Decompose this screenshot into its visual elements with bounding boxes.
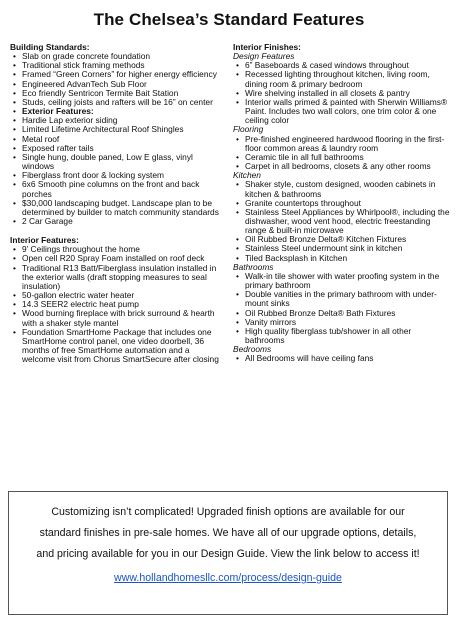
list-item: • Walk-in tile shower with water proofing system in the primary bathroom: [233, 272, 451, 290]
exterior-features-heading: • Exterior Features:: [22, 106, 94, 117]
callout-line: standard finishes in pre-sale homes. We have all of our upgrade options, details,: [39, 527, 417, 539]
list-item: • 9’ Ceilings throughout the home: [10, 245, 220, 254]
callout-line: and pricing available for you in our Design Guide. View the link below to access it!: [36, 548, 420, 560]
list-item: • Exposed rafter tails: [10, 144, 220, 153]
design-features-subheading: Design Features: [233, 51, 295, 62]
list-item: • Double vanities in the primary bathroom with under-mount sinks: [233, 290, 451, 308]
list-item: • 6” Baseboards & cased windows throughout: [233, 61, 451, 70]
exterior-features-list: [10, 107, 220, 226]
list-item: • Metal roof: [10, 135, 220, 144]
design-guide-link[interactable]: www.hollandhomesllc.com/process/design-guide: [114, 572, 342, 584]
list-item: • $30,000 landscaping budget. Landscape plan to be determined by builder to match community standards: [10, 199, 220, 217]
bedrooms-subheading: Bedrooms: [233, 344, 272, 355]
right-column: [233, 43, 451, 363]
kitchen-list: [233, 180, 451, 262]
list-item: • Recessed lighting throughout kitchen, living room, dining room & primary bedroom: [233, 70, 451, 88]
list-item: • Wood burning fireplace with brick surround & hearth with a shaker style mantel: [10, 309, 220, 327]
list-item: • Pre-finished engineered hardwood flooring in the first-floor common areas & laundry room: [233, 135, 451, 153]
list-item: • Engineered AdvanTech Sub Floor: [10, 80, 220, 89]
left-column: [10, 43, 220, 364]
list-item: • Open cell R20 Spray Foam installed on roof deck: [10, 254, 220, 263]
building-standards-list: [10, 52, 220, 107]
interior-finishes-heading: Interior Finishes:: [233, 42, 301, 52]
list-item: • Studs, ceiling joists and rafters will be 16” on center: [10, 98, 220, 107]
list-item: • Fiberglass front door & locking system: [10, 171, 220, 180]
list-item: • Framed “Green Corners” for higher energy efficiency: [10, 70, 220, 79]
list-item: • 2 Car Garage: [10, 217, 220, 226]
list-item: • Eco friendly Sentricon Termite Bait Station: [10, 89, 220, 98]
page-title: The Chelsea’s Standard Features: [93, 10, 365, 29]
list-item: • Tiled Backsplash in Kitchen: [233, 254, 451, 263]
list-item: • High quality fiberglass tub/shower in all other bathrooms: [233, 327, 451, 345]
list-item: • Shaker style, custom designed, wooden cabinets in kitchen & bathrooms: [233, 180, 451, 198]
list-item: • Traditional stick framing methods: [10, 61, 220, 70]
list-item: • Interior walls primed & painted with Sherwin Williams® Paint. Includes two wall colors, one trim color & one ceiling color: [233, 98, 451, 125]
list-item: • Hardie Lap exterior siding: [10, 116, 220, 125]
list-item: • Oil Rubbed Bronze Delta® Bath Fixtures: [233, 309, 451, 318]
design-features-list: [233, 61, 451, 125]
list-item: • 50-gallon electric water heater: [10, 291, 220, 300]
flooring-list: [233, 135, 451, 172]
list-item: • Foundation SmartHome Package that includes one SmartHome control panel, one video doorbell, 36 months of free SmartHome automation and a welcome visit from Chorus SmartSecure after closing: [10, 328, 220, 365]
bedrooms-list: [233, 354, 451, 363]
list-item: • Traditional R13 Batt/Fiberglass insulation installed in the exterior walls (draft stopping measures to seal insulation): [10, 264, 220, 291]
list-item: • Stainless Steel undermount sink in kitchen: [233, 244, 451, 253]
list-item: • Ceramic tile in all full bathrooms: [233, 153, 451, 162]
list-item: • Single hung, double paned, Low E glass, vinyl windows: [10, 153, 220, 171]
list-item: • All Bedrooms will have ceiling fans: [233, 354, 451, 363]
kitchen-subheading: Kitchen: [233, 170, 261, 181]
bathrooms-list: [233, 272, 451, 345]
flooring-subheading: Flooring: [233, 124, 264, 135]
callout-text: [9, 502, 447, 565]
list-item: • 6x6 Smooth pine columns on the front and back porches: [10, 180, 220, 198]
list-item: • Oil Rubbed Bronze Delta® Kitchen Fixtures: [233, 235, 451, 244]
building-standards-heading: Building Standards:: [10, 42, 90, 52]
list-item: • Vanity mirrors: [233, 318, 451, 327]
list-item: • Wire shelving installed in all closets & pantry: [233, 89, 451, 98]
callout-line: Customizing isn’t complicated! Upgraded finish options are available for our: [51, 506, 405, 518]
list-item: • 14.3 SEER2 electric heat pump: [10, 300, 220, 309]
customization-callout: [8, 491, 448, 615]
list-item: • Stainless Steel Appliances by Whirlpool®, including the dishwasher, wood vent hood, electric freestanding range & built-in microwave: [233, 208, 451, 235]
interior-features-heading: Interior Features:: [10, 235, 79, 246]
list-item: • Granite countertops throughout: [233, 199, 451, 208]
interior-features-list: [10, 245, 220, 364]
list-item: • Carpet in all bedrooms, closets & any other rooms: [233, 162, 451, 171]
list-item: • Limited Lifetime Architectural Roof Shingles: [10, 125, 220, 134]
bathrooms-subheading: Bathrooms: [233, 261, 274, 272]
list-item: • Slab on grade concrete foundation: [10, 52, 220, 61]
